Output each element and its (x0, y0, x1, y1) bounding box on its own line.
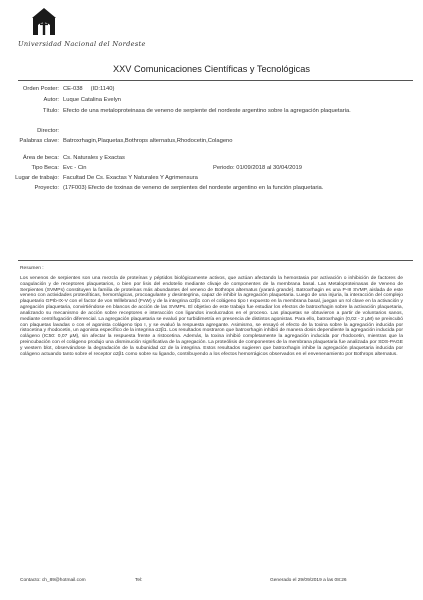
titulo-label: Título: (42, 108, 59, 114)
conference-title: XXV Comunicaciones Científicas y Tecnológicas (113, 64, 310, 74)
tipo-value: Evc - Cin (63, 165, 87, 171)
proyecto-label: Proyecto: (34, 185, 59, 191)
palabras-value: Batroxrhagin,Plaquetas,Bothrops alternatus,Rhodocetin,Colageno (63, 138, 233, 144)
periodo-value: 01/09/2018 al 30/04/2019 (236, 165, 302, 171)
lugar-value: Facultad De Cs. Exactas Y Naturales Y Agrimensura (63, 175, 198, 181)
periodo-label: Periodo: (213, 165, 235, 171)
area-label: Área de beca: (22, 155, 59, 161)
footer-generated: Generado el 29/09/2019 a las 08:26 (270, 578, 347, 583)
palabras-label: Palabras clave: (19, 138, 59, 144)
autor-label: Autor: (43, 97, 59, 103)
footer-tel: Tel: (135, 578, 143, 583)
titulo-value: Efecto de una metaloproteinasa de veneno de serpiente del nordeste argentino sobre la agregación plaquetaria. (63, 108, 351, 114)
university-name: Universidad Nacional del Nordeste (18, 40, 146, 48)
orden-value: CE-038 (63, 86, 83, 92)
area-value: Cs. Naturales y Exactas (63, 155, 125, 161)
abstract (20, 266, 403, 358)
director-label: Director: (37, 128, 59, 134)
header-divider (18, 80, 413, 81)
university-logo-icon (32, 8, 56, 36)
periodo-wrap (213, 165, 302, 172)
abstract-text: Los venenos de serpientes son una mezcla de proteínas y péptidos biológicamente activos, que actúan afectando la hemostasia por activación o inhibición de factores de coagulación y de receptores plaquetarios, o bien por lisis del endotelio mediante clivaje de componentes de la membrana basal. Las Metaloproteinasas de Veneno de Serpientes (SVMPs) constituyen la familia de proteínas más abundantes del veneno de Bothrops alternatus (yarará grande). Batroxrhagin es una P-III SVMP, aislada de este veneno con actividades proteolíticas, hemorrágicas, procoagulante y desintegrina, capaz de inhibir la agregación plaquetaria. Luego de una injuria, la interacción del complejo plaquetario GPIb-IX-V con el factor de von Willebrand (FvW) y de la integrina α2β1 con el colágeno tipo I expuesto en la membrana basal, juegan un rol clave en la activación y agregación plaquetaria, convirtiéndose en blancos de acción de las SVMPs. El objetivo de este trabajo fue estudiar los efectos de batroxrhagin sobre la activación plaquetaria, analizando su mecanismo de acción sobre receptores e interacción con ligandos involucrados en el proceso. Las plaquetas se obtuvieron a partir de voluntarios sanos, mediante centrifugación diferencial. La agregación plaquetaria se evaluó por turbidimetría en presencia de distintos agonistas. Para ello, batroxrhagin (0,02 - 2 µM) se preincubó con plaquetas lavadas o con el agonista colágeno tipo I, y se evaluó la respuesta agregante. Asimismo, se ensayó el efecto de la toxina sobre la agregación inducida por ristocetina y rhodocetin, un agonista específico de la integrina α2β1. Los resultados mostraron que batroxrhagin inhibió de manera dosis dependiente la agregación inducida por colágeno (IC50: 0,07 µM), sin afectar la respuesta frente a ristocetina. Además, la toxina inhibió completamente la agregación inducida por rhodocetin, mientras que la preincubación con el colágeno produjo una disminución significativa de la agregación. La proteólisis de componentes de la membrana plaquetaria fue analizada por SDS-PAGE y western blot, observándose la degradación de la subunidad α2 de la integrina. Estos resultados sugieren que batroxrhagin inhibe la agregación plaquetaria inducida por colágeno actuando tanto sobre el receptor α2β1 como sobre su ligando, contribuyendo a los efectos hemorrágicos observados en el envenenamiento por Bothrops alternatus. (20, 275, 403, 357)
tipo-label: Tipo Beca: (31, 165, 59, 171)
abstract-divider (18, 260, 413, 261)
orden-value-wrap (63, 86, 114, 93)
autor-value: Luque Catalina Evelyn (63, 97, 122, 103)
orden-id: (ID:1140) (90, 86, 115, 92)
proyecto-value: (17F003) Efecto de toxinas de veneno de serpientes del nordeste argentino en la función plaquetaria. (63, 185, 324, 191)
orden-label: Orden Poster: (22, 86, 59, 92)
abstract-heading: Resumen : (20, 266, 44, 271)
footer-contact: Contacto: ch_89@hotmail.com (20, 578, 86, 583)
lugar-label: Lugar de trabajo: (15, 175, 59, 181)
